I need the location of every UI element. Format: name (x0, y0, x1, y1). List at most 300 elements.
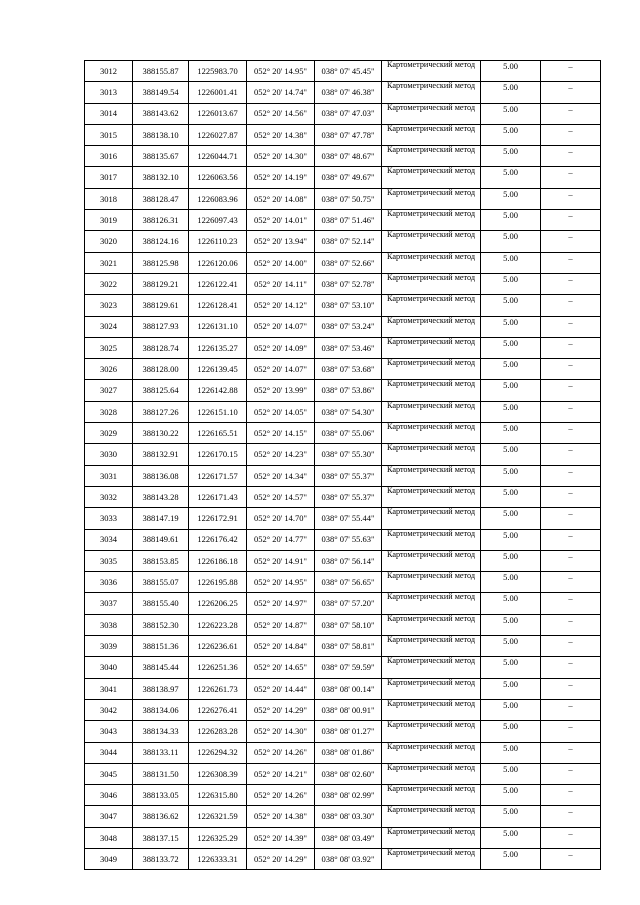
accuracy-cell: 5.00 (481, 61, 541, 82)
x-coordinate-cell: 388137.15 (133, 827, 189, 848)
table-row (85, 82, 601, 103)
y-coordinate-cell: 1226276.41 (189, 699, 247, 720)
point-number-cell: 3015 (85, 124, 133, 145)
y-coordinate-cell: 1226171.43 (189, 486, 247, 507)
note-cell: – (541, 380, 601, 401)
table-row (85, 124, 601, 145)
y-coordinate-cell: 1226315.80 (189, 785, 247, 806)
latitude-cell: 052° 20' 13.99" (247, 380, 315, 401)
note-cell: – (541, 423, 601, 444)
longitude-cell: 038° 07' 56.14" (315, 550, 382, 571)
table-row (85, 231, 601, 252)
method-cell: Картометрический метод (382, 785, 481, 806)
method-cell: Картометрический метод (382, 167, 481, 188)
note-cell: – (541, 593, 601, 614)
point-number-cell: 3036 (85, 572, 133, 593)
latitude-cell: 052° 20' 14.26" (247, 785, 315, 806)
y-coordinate-cell: 1226172.91 (189, 508, 247, 529)
longitude-cell: 038° 07' 59.59" (315, 657, 382, 678)
method-cell: Картометрический метод (382, 742, 481, 763)
latitude-cell: 052° 20' 14.01" (247, 210, 315, 231)
latitude-cell: 052° 20' 14.30" (247, 146, 315, 167)
latitude-cell: 052° 20' 14.91" (247, 550, 315, 571)
accuracy-cell: 5.00 (481, 337, 541, 358)
longitude-cell: 038° 07' 55.37" (315, 465, 382, 486)
x-coordinate-cell: 388128.00 (133, 359, 189, 380)
note-cell: – (541, 337, 601, 358)
accuracy-cell: 5.00 (481, 721, 541, 742)
note-cell: – (541, 82, 601, 103)
y-coordinate-cell: 1226236.61 (189, 636, 247, 657)
point-number-cell: 3045 (85, 763, 133, 784)
y-coordinate-cell: 1226139.45 (189, 359, 247, 380)
table-row (85, 423, 601, 444)
note-cell: – (541, 572, 601, 593)
longitude-cell: 038° 08' 03.92" (315, 848, 382, 869)
point-number-cell: 3020 (85, 231, 133, 252)
table-row (85, 486, 601, 507)
point-number-cell: 3024 (85, 316, 133, 337)
accuracy-cell: 5.00 (481, 231, 541, 252)
longitude-cell: 038° 07' 55.37" (315, 486, 382, 507)
method-cell: Картометрический метод (382, 657, 481, 678)
x-coordinate-cell: 388136.08 (133, 465, 189, 486)
point-number-cell: 3033 (85, 508, 133, 529)
y-coordinate-cell: 1226223.28 (189, 614, 247, 635)
method-cell: Картометрический метод (382, 380, 481, 401)
table-row (85, 742, 601, 763)
note-cell: – (541, 763, 601, 784)
longitude-cell: 038° 07' 58.10" (315, 614, 382, 635)
method-cell: Картометрический метод (382, 827, 481, 848)
table-row (85, 529, 601, 550)
accuracy-cell: 5.00 (481, 508, 541, 529)
point-number-cell: 3023 (85, 295, 133, 316)
note-cell: – (541, 295, 601, 316)
longitude-cell: 038° 07' 53.24" (315, 316, 382, 337)
x-coordinate-cell: 388125.98 (133, 252, 189, 273)
note-cell: – (541, 614, 601, 635)
latitude-cell: 052° 20' 14.29" (247, 699, 315, 720)
table-row (85, 167, 601, 188)
note-cell: – (541, 167, 601, 188)
method-cell: Картометрический метод (382, 699, 481, 720)
method-cell: Картометрический метод (382, 273, 481, 294)
y-coordinate-cell: 1226001.41 (189, 82, 247, 103)
accuracy-cell: 5.00 (481, 657, 541, 678)
accuracy-cell: 5.00 (481, 103, 541, 124)
table-row (85, 146, 601, 167)
x-coordinate-cell: 388155.40 (133, 593, 189, 614)
y-coordinate-cell: 1226165.51 (189, 423, 247, 444)
y-coordinate-cell: 1226110.23 (189, 231, 247, 252)
point-number-cell: 3037 (85, 593, 133, 614)
accuracy-cell: 5.00 (481, 124, 541, 145)
x-coordinate-cell: 388143.28 (133, 486, 189, 507)
point-number-cell: 3014 (85, 103, 133, 124)
table-row (85, 614, 601, 635)
latitude-cell: 052° 20' 14.39" (247, 827, 315, 848)
note-cell: – (541, 721, 601, 742)
latitude-cell: 052° 20' 14.15" (247, 423, 315, 444)
longitude-cell: 038° 07' 47.78" (315, 124, 382, 145)
point-number-cell: 3027 (85, 380, 133, 401)
method-cell: Картометрический метод (382, 316, 481, 337)
point-number-cell: 3029 (85, 423, 133, 444)
latitude-cell: 052° 20' 14.65" (247, 657, 315, 678)
y-coordinate-cell: 1226294.32 (189, 742, 247, 763)
point-number-cell: 3018 (85, 188, 133, 209)
point-number-cell: 3039 (85, 636, 133, 657)
table-row (85, 763, 601, 784)
longitude-cell: 038° 07' 55.30" (315, 444, 382, 465)
point-number-cell: 3042 (85, 699, 133, 720)
y-coordinate-cell: 1226171.57 (189, 465, 247, 486)
note-cell: – (541, 316, 601, 337)
table-row (85, 550, 601, 571)
longitude-cell: 038° 07' 50.75" (315, 188, 382, 209)
method-cell: Картометрический метод (382, 572, 481, 593)
y-coordinate-cell: 1226044.71 (189, 146, 247, 167)
longitude-cell: 038° 08' 03.30" (315, 806, 382, 827)
longitude-cell: 038° 07' 49.67" (315, 167, 382, 188)
y-coordinate-cell: 1226195.88 (189, 572, 247, 593)
y-coordinate-cell: 1226063.56 (189, 167, 247, 188)
accuracy-cell: 5.00 (481, 699, 541, 720)
point-number-cell: 3016 (85, 146, 133, 167)
note-cell: – (541, 636, 601, 657)
table-row (85, 103, 601, 124)
longitude-cell: 038° 07' 48.67" (315, 146, 382, 167)
table-row (85, 188, 601, 209)
accuracy-cell: 5.00 (481, 848, 541, 869)
y-coordinate-cell: 1226027.87 (189, 124, 247, 145)
point-number-cell: 3038 (85, 614, 133, 635)
note-cell: – (541, 678, 601, 699)
accuracy-cell: 5.00 (481, 550, 541, 571)
longitude-cell: 038° 07' 46.38" (315, 82, 382, 103)
x-coordinate-cell: 388128.47 (133, 188, 189, 209)
y-coordinate-cell: 1226321.59 (189, 806, 247, 827)
table-row (85, 210, 601, 231)
x-coordinate-cell: 388130.22 (133, 423, 189, 444)
y-coordinate-cell: 1226135.27 (189, 337, 247, 358)
table-row (85, 699, 601, 720)
latitude-cell: 052° 20' 14.38" (247, 124, 315, 145)
latitude-cell: 052° 20' 14.77" (247, 529, 315, 550)
accuracy-cell: 5.00 (481, 742, 541, 763)
y-coordinate-cell: 1226131.10 (189, 316, 247, 337)
y-coordinate-cell: 1225983.70 (189, 61, 247, 82)
note-cell: – (541, 188, 601, 209)
longitude-cell: 038° 07' 57.20" (315, 593, 382, 614)
x-coordinate-cell: 388149.54 (133, 82, 189, 103)
longitude-cell: 038° 07' 53.10" (315, 295, 382, 316)
point-number-cell: 3017 (85, 167, 133, 188)
accuracy-cell: 5.00 (481, 785, 541, 806)
method-cell: Картометрический метод (382, 359, 481, 380)
accuracy-cell: 5.00 (481, 614, 541, 635)
longitude-cell: 038° 08' 00.14" (315, 678, 382, 699)
note-cell: – (541, 550, 601, 571)
method-cell: Картометрический метод (382, 124, 481, 145)
accuracy-cell: 5.00 (481, 806, 541, 827)
note-cell: – (541, 210, 601, 231)
method-cell: Картометрический метод (382, 806, 481, 827)
table-row (85, 273, 601, 294)
x-coordinate-cell: 388132.10 (133, 167, 189, 188)
method-cell: Картометрический метод (382, 763, 481, 784)
method-cell: Картометрический метод (382, 401, 481, 422)
longitude-cell: 038° 07' 58.81" (315, 636, 382, 657)
x-coordinate-cell: 388147.19 (133, 508, 189, 529)
method-cell: Картометрический метод (382, 636, 481, 657)
x-coordinate-cell: 388133.11 (133, 742, 189, 763)
table-row (85, 252, 601, 273)
accuracy-cell: 5.00 (481, 252, 541, 273)
table-row (85, 401, 601, 422)
method-cell: Картометрический метод (382, 231, 481, 252)
latitude-cell: 052° 20' 14.70" (247, 508, 315, 529)
method-cell: Картометрический метод (382, 444, 481, 465)
longitude-cell: 038° 08' 03.49" (315, 827, 382, 848)
table-row (85, 806, 601, 827)
latitude-cell: 052° 20' 14.07" (247, 359, 315, 380)
latitude-cell: 052° 20' 14.74" (247, 82, 315, 103)
accuracy-cell: 5.00 (481, 636, 541, 657)
table-body (85, 61, 601, 870)
accuracy-cell: 5.00 (481, 82, 541, 103)
y-coordinate-cell: 1226151.10 (189, 401, 247, 422)
method-cell: Картометрический метод (382, 529, 481, 550)
table-row (85, 657, 601, 678)
x-coordinate-cell: 388143.62 (133, 103, 189, 124)
method-cell: Картометрический метод (382, 508, 481, 529)
method-cell: Картометрический метод (382, 465, 481, 486)
longitude-cell: 038° 07' 55.63" (315, 529, 382, 550)
method-cell: Картометрический метод (382, 423, 481, 444)
x-coordinate-cell: 388136.62 (133, 806, 189, 827)
latitude-cell: 052° 20' 14.56" (247, 103, 315, 124)
method-cell: Картометрический метод (382, 550, 481, 571)
x-coordinate-cell: 388135.67 (133, 146, 189, 167)
accuracy-cell: 5.00 (481, 401, 541, 422)
point-number-cell: 3021 (85, 252, 133, 273)
y-coordinate-cell: 1226142.88 (189, 380, 247, 401)
point-number-cell: 3032 (85, 486, 133, 507)
y-coordinate-cell: 1226128.41 (189, 295, 247, 316)
method-cell: Картометрический метод (382, 295, 481, 316)
x-coordinate-cell: 388152.30 (133, 614, 189, 635)
point-number-cell: 3044 (85, 742, 133, 763)
y-coordinate-cell: 1226122.41 (189, 273, 247, 294)
latitude-cell: 052° 20' 14.21" (247, 763, 315, 784)
latitude-cell: 052° 20' 14.11" (247, 273, 315, 294)
table-row (85, 61, 601, 82)
table-row (85, 572, 601, 593)
x-coordinate-cell: 388138.97 (133, 678, 189, 699)
point-number-cell: 3025 (85, 337, 133, 358)
latitude-cell: 052° 20' 14.05" (247, 401, 315, 422)
accuracy-cell: 5.00 (481, 572, 541, 593)
point-number-cell: 3031 (85, 465, 133, 486)
note-cell: – (541, 785, 601, 806)
longitude-cell: 038° 08' 01.27" (315, 721, 382, 742)
method-cell: Картометрический метод (382, 252, 481, 273)
x-coordinate-cell: 388155.87 (133, 61, 189, 82)
latitude-cell: 052° 20' 14.12" (247, 295, 315, 316)
table-row (85, 827, 601, 848)
accuracy-cell: 5.00 (481, 295, 541, 316)
longitude-cell: 038° 08' 02.60" (315, 763, 382, 784)
note-cell: – (541, 359, 601, 380)
table-row (85, 593, 601, 614)
point-number-cell: 3040 (85, 657, 133, 678)
longitude-cell: 038° 07' 53.68" (315, 359, 382, 380)
note-cell: – (541, 231, 601, 252)
accuracy-cell: 5.00 (481, 465, 541, 486)
accuracy-cell: 5.00 (481, 423, 541, 444)
table-row (85, 444, 601, 465)
note-cell: – (541, 252, 601, 273)
table-row (85, 678, 601, 699)
latitude-cell: 052° 20' 14.23" (247, 444, 315, 465)
x-coordinate-cell: 388133.72 (133, 848, 189, 869)
x-coordinate-cell: 388126.31 (133, 210, 189, 231)
method-cell: Картометрический метод (382, 103, 481, 124)
y-coordinate-cell: 1226176.42 (189, 529, 247, 550)
table-row (85, 295, 601, 316)
point-number-cell: 3043 (85, 721, 133, 742)
latitude-cell: 052° 20' 14.95" (247, 572, 315, 593)
note-cell: – (541, 103, 601, 124)
latitude-cell: 052° 20' 14.44" (247, 678, 315, 699)
point-number-cell: 3019 (85, 210, 133, 231)
x-coordinate-cell: 388124.16 (133, 231, 189, 252)
latitude-cell: 052° 20' 14.29" (247, 848, 315, 869)
longitude-cell: 038° 07' 47.03" (315, 103, 382, 124)
latitude-cell: 052° 20' 14.07" (247, 316, 315, 337)
y-coordinate-cell: 1226283.28 (189, 721, 247, 742)
accuracy-cell: 5.00 (481, 593, 541, 614)
y-coordinate-cell: 1226325.29 (189, 827, 247, 848)
point-number-cell: 3012 (85, 61, 133, 82)
accuracy-cell: 5.00 (481, 359, 541, 380)
longitude-cell: 038° 07' 51.46" (315, 210, 382, 231)
coordinates-table (84, 60, 601, 870)
x-coordinate-cell: 388151.36 (133, 636, 189, 657)
table-row (85, 380, 601, 401)
accuracy-cell: 5.00 (481, 444, 541, 465)
method-cell: Картометрический метод (382, 614, 481, 635)
x-coordinate-cell: 388155.07 (133, 572, 189, 593)
point-number-cell: 3030 (85, 444, 133, 465)
table-row (85, 848, 601, 869)
point-number-cell: 3034 (85, 529, 133, 550)
y-coordinate-cell: 1226186.18 (189, 550, 247, 571)
note-cell: – (541, 806, 601, 827)
point-number-cell: 3028 (85, 401, 133, 422)
note-cell: – (541, 146, 601, 167)
point-number-cell: 3049 (85, 848, 133, 869)
note-cell: – (541, 827, 601, 848)
method-cell: Картометрический метод (382, 848, 481, 869)
latitude-cell: 052° 20' 14.00" (247, 252, 315, 273)
latitude-cell: 052° 20' 14.84" (247, 636, 315, 657)
longitude-cell: 038° 07' 54.30" (315, 401, 382, 422)
x-coordinate-cell: 388149.61 (133, 529, 189, 550)
accuracy-cell: 5.00 (481, 167, 541, 188)
method-cell: Картометрический метод (382, 678, 481, 699)
note-cell: – (541, 401, 601, 422)
longitude-cell: 038° 07' 53.46" (315, 337, 382, 358)
note-cell: – (541, 657, 601, 678)
point-number-cell: 3047 (85, 806, 133, 827)
point-number-cell: 3035 (85, 550, 133, 571)
method-cell: Картометрический метод (382, 721, 481, 742)
y-coordinate-cell: 1226120.06 (189, 252, 247, 273)
accuracy-cell: 5.00 (481, 188, 541, 209)
note-cell: – (541, 273, 601, 294)
y-coordinate-cell: 1226261.73 (189, 678, 247, 699)
x-coordinate-cell: 388134.33 (133, 721, 189, 742)
method-cell: Картометрический метод (382, 593, 481, 614)
y-coordinate-cell: 1226206.25 (189, 593, 247, 614)
longitude-cell: 038° 07' 52.14" (315, 231, 382, 252)
x-coordinate-cell: 388134.06 (133, 699, 189, 720)
point-number-cell: 3022 (85, 273, 133, 294)
point-number-cell: 3026 (85, 359, 133, 380)
x-coordinate-cell: 388127.26 (133, 401, 189, 422)
table-row (85, 721, 601, 742)
y-coordinate-cell: 1226333.31 (189, 848, 247, 869)
note-cell: – (541, 124, 601, 145)
x-coordinate-cell: 388131.50 (133, 763, 189, 784)
point-number-cell: 3013 (85, 82, 133, 103)
y-coordinate-cell: 1226083.96 (189, 188, 247, 209)
method-cell: Картометрический метод (382, 210, 481, 231)
accuracy-cell: 5.00 (481, 678, 541, 699)
x-coordinate-cell: 388127.93 (133, 316, 189, 337)
x-coordinate-cell: 388129.61 (133, 295, 189, 316)
table-row (85, 465, 601, 486)
longitude-cell: 038° 08' 02.99" (315, 785, 382, 806)
table-row (85, 508, 601, 529)
x-coordinate-cell: 388129.21 (133, 273, 189, 294)
method-cell: Картометрический метод (382, 146, 481, 167)
y-coordinate-cell: 1226251.36 (189, 657, 247, 678)
latitude-cell: 052° 20' 14.30" (247, 721, 315, 742)
note-cell: – (541, 508, 601, 529)
longitude-cell: 038° 07' 55.44" (315, 508, 382, 529)
latitude-cell: 052° 20' 14.08" (247, 188, 315, 209)
table-row (85, 785, 601, 806)
accuracy-cell: 5.00 (481, 146, 541, 167)
table-row (85, 316, 601, 337)
accuracy-cell: 5.00 (481, 486, 541, 507)
longitude-cell: 038° 07' 52.66" (315, 252, 382, 273)
x-coordinate-cell: 388128.74 (133, 337, 189, 358)
y-coordinate-cell: 1226013.67 (189, 103, 247, 124)
x-coordinate-cell: 388138.10 (133, 124, 189, 145)
table-row (85, 337, 601, 358)
accuracy-cell: 5.00 (481, 380, 541, 401)
latitude-cell: 052° 20' 14.26" (247, 742, 315, 763)
method-cell: Картометрический метод (382, 188, 481, 209)
note-cell: – (541, 465, 601, 486)
x-coordinate-cell: 388132.91 (133, 444, 189, 465)
note-cell: – (541, 444, 601, 465)
